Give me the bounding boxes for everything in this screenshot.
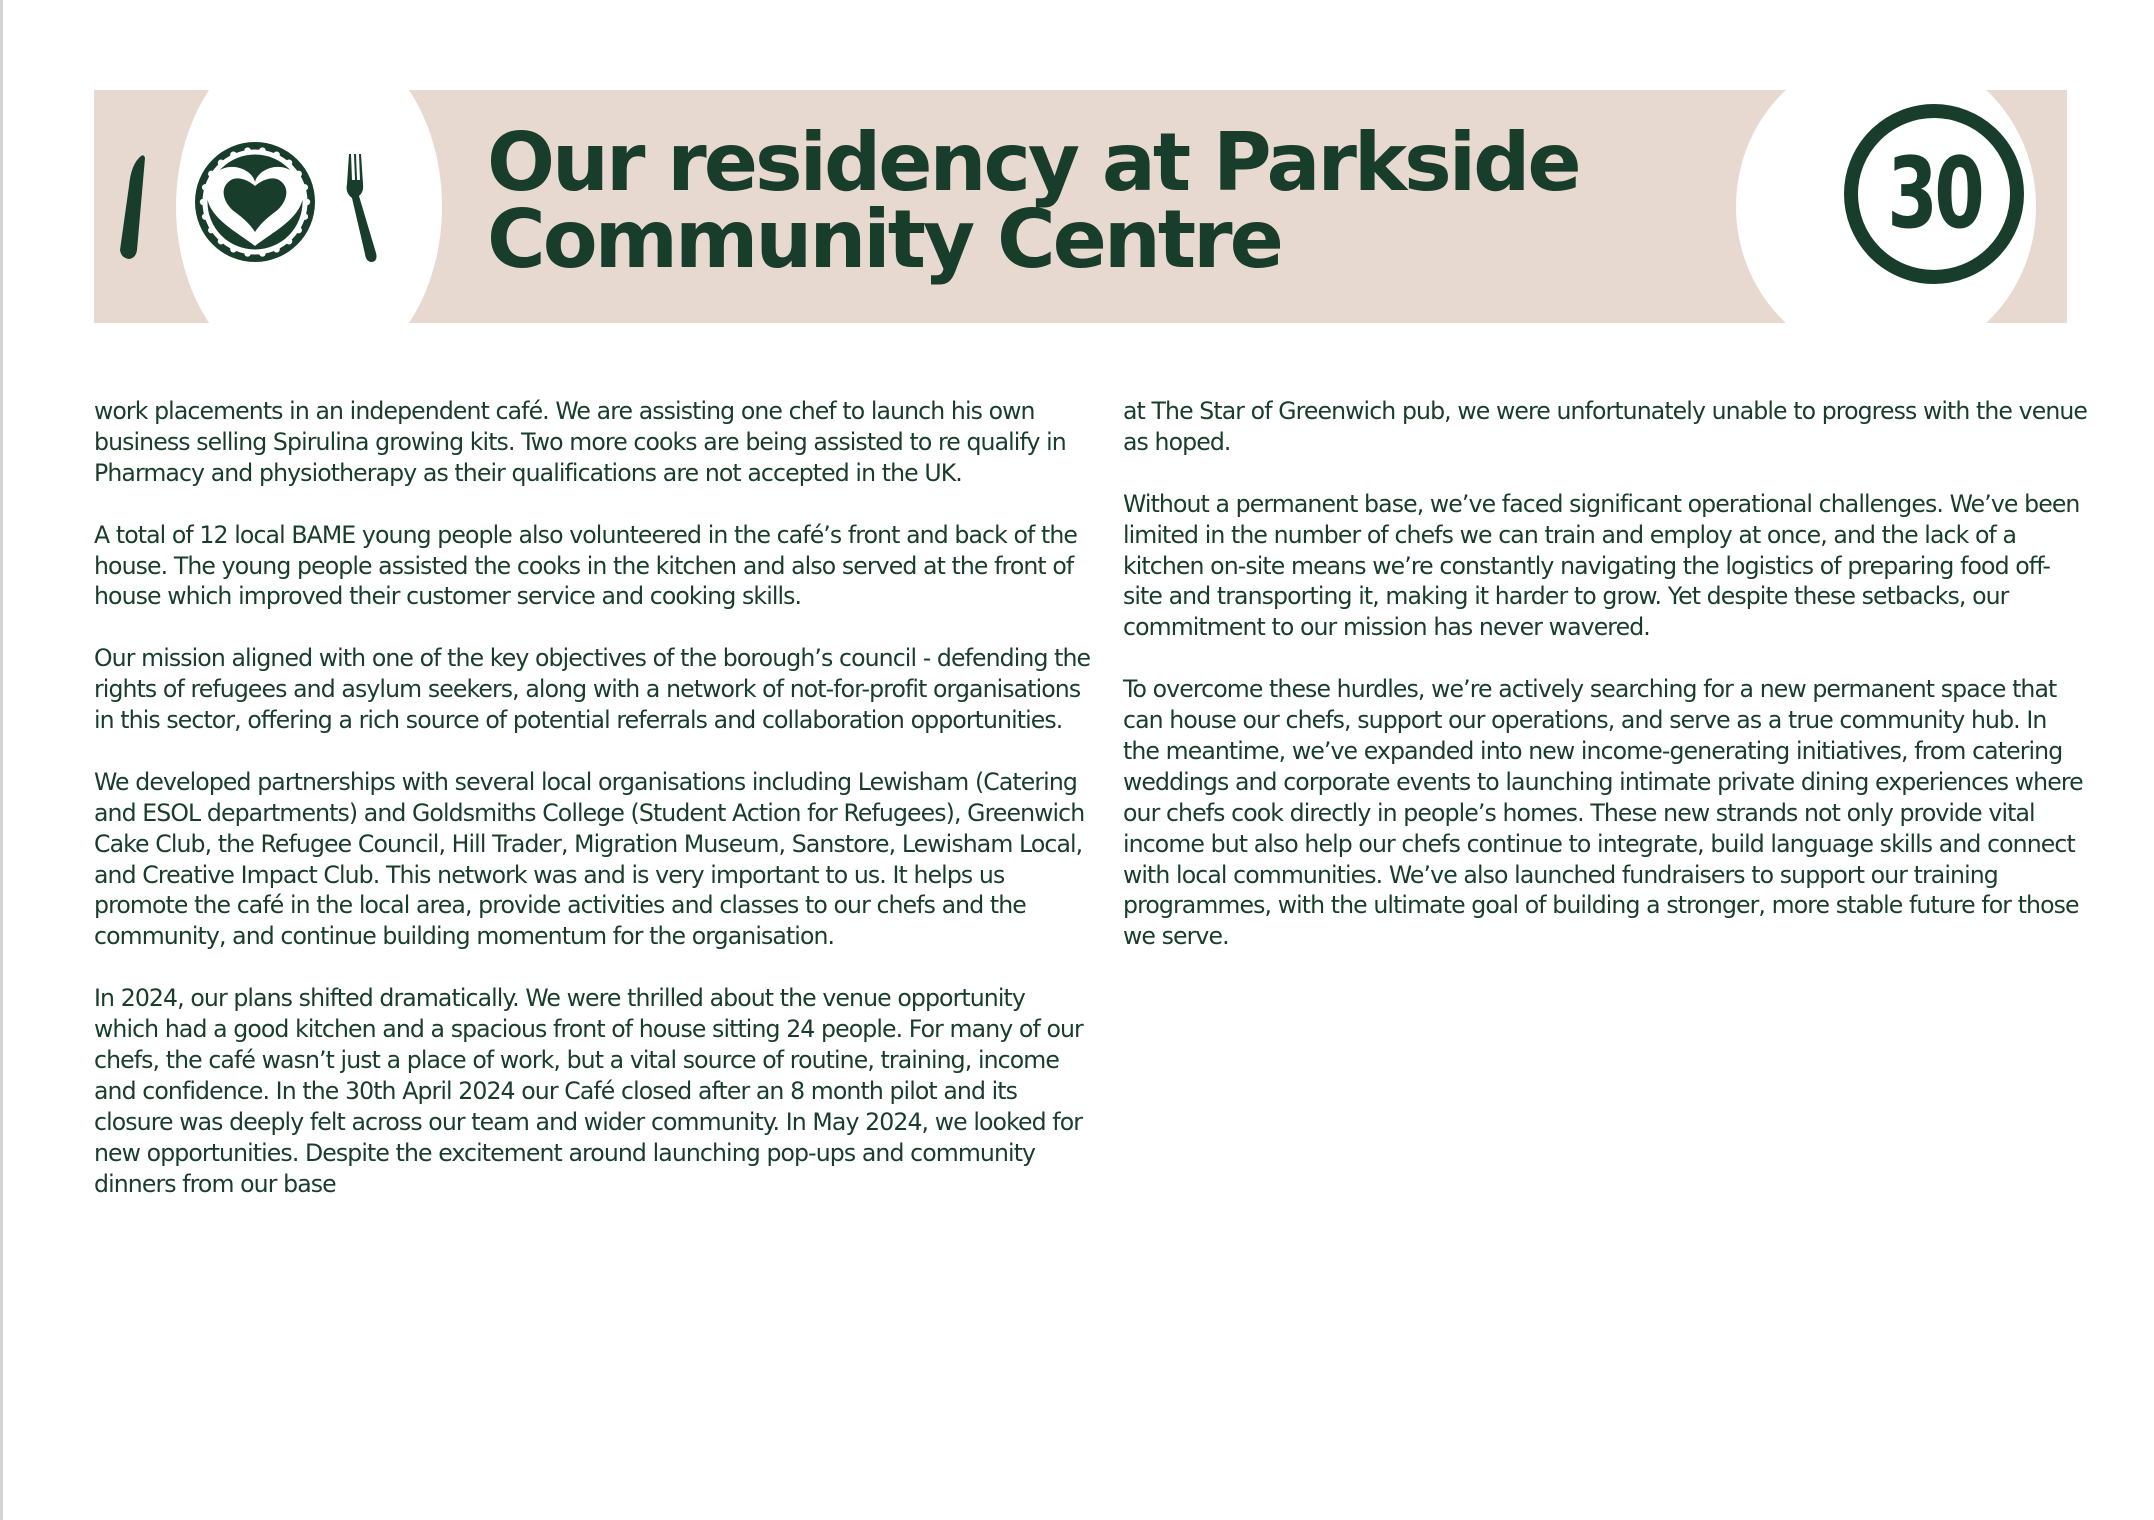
- page-title: [487, 116, 1579, 286]
- paragraph: Without a permanent base, we’ve faced significant operational challenges. We’ve been limited in the number of chefs we can train and employ at once, and the lack of a kitchen on-site means we’re constantly navigating the logistics of preparing food off-site and transporting it, making it harder to grow. Yet despite these setbacks, our commitment to our mission has never wavered.: [1123, 489, 2080, 642]
- header-banner: [94, 90, 2067, 323]
- page-number-badge: [1844, 104, 2024, 284]
- paragraph: work placements in an independent café. We are assisting one chef to launch his own business selling Spirulina growing kits. Two more cooks are being assisted to re qualify in Pharmacy and physiotherapy as their qualifications are not accepted in the UK.: [94, 397, 1066, 487]
- paragraph: To overcome these hurdles, we’re actively searching for a new permanent space that can house our chefs, support our operations, and serve as a true community hub. In the meantime, we’ve expanded into new income-generating initiatives, from catering weddings and corporate events to launching intimate private dining experiences where our chefs cook directly in people’s homes. These new strands not only provide vital income but also help our chefs continue to integrate, build language skills and connect with local communities. We’ve also launched fundraisers to support our training programmes, with the ultimate goal of building a stronger, more stable future for those we serve.: [1123, 675, 2083, 951]
- brand-logo: [100, 138, 400, 268]
- page-number: 30: [1886, 137, 1982, 251]
- paragraph: A total of 12 local BAME young people also volunteered in the café’s front and back of the house. The young people assisted the cooks in the kitchen and also served at the front of house which improved their customer service and cooking skills.: [94, 520, 1078, 611]
- page-edge-line: [0, 0, 3, 1520]
- paragraph: In 2024, our plans shifted dramatically. We were thrilled about the venue opportunity which had a good kitchen and a spacious front of house sitting 24 people. For many of our chefs, the café wasn’t just a place of work, but a vital source of routine, training, income and confidence. In the 30th April 2024 our Café closed after an 8 month pilot and its closure was deeply felt across our team and wider community. In May 2024, we looked for new opportunities. Despite the excitement around launching pop-ups and community dinners from our base: [94, 984, 1083, 1198]
- left-text-column: [94, 396, 1094, 1230]
- title-line-1: Our residency at Parkside: [487, 116, 1579, 209]
- paragraph: at The Star of Greenwich pub, we were unfortunately unable to progress with the venue as hoped.: [1123, 397, 2088, 456]
- plate-heart-logo: [195, 142, 315, 262]
- knife-icon: [120, 155, 145, 259]
- paragraph: Our mission aligned with one of the key objectives of the borough’s council - defending the rights of refugees and asylum seekers, along with a network of not-for-profit organisations in this sector, offering a rich source of potential referrals and collaboration opportunities.: [94, 644, 1091, 735]
- paragraph: We developed partnerships with several local organisations including Lewisham (Catering and ESOL departments) and Goldsmiths College (Student Action for Refugees), Greenwich Cake Club, the Refugee Council, Hill Trader, Migration Museum, Sanstore, Lewisham Local, and Creative Impact Club. This network was and is very important to us. It helps us promote the café in the local area, provide activities and classes to our chefs and the community, and continue building momentum for the organisation.: [94, 767, 1085, 951]
- fork-icon: [347, 154, 377, 262]
- right-text-column: [1123, 396, 2088, 983]
- title-line-2: Community Centre: [487, 193, 1281, 286]
